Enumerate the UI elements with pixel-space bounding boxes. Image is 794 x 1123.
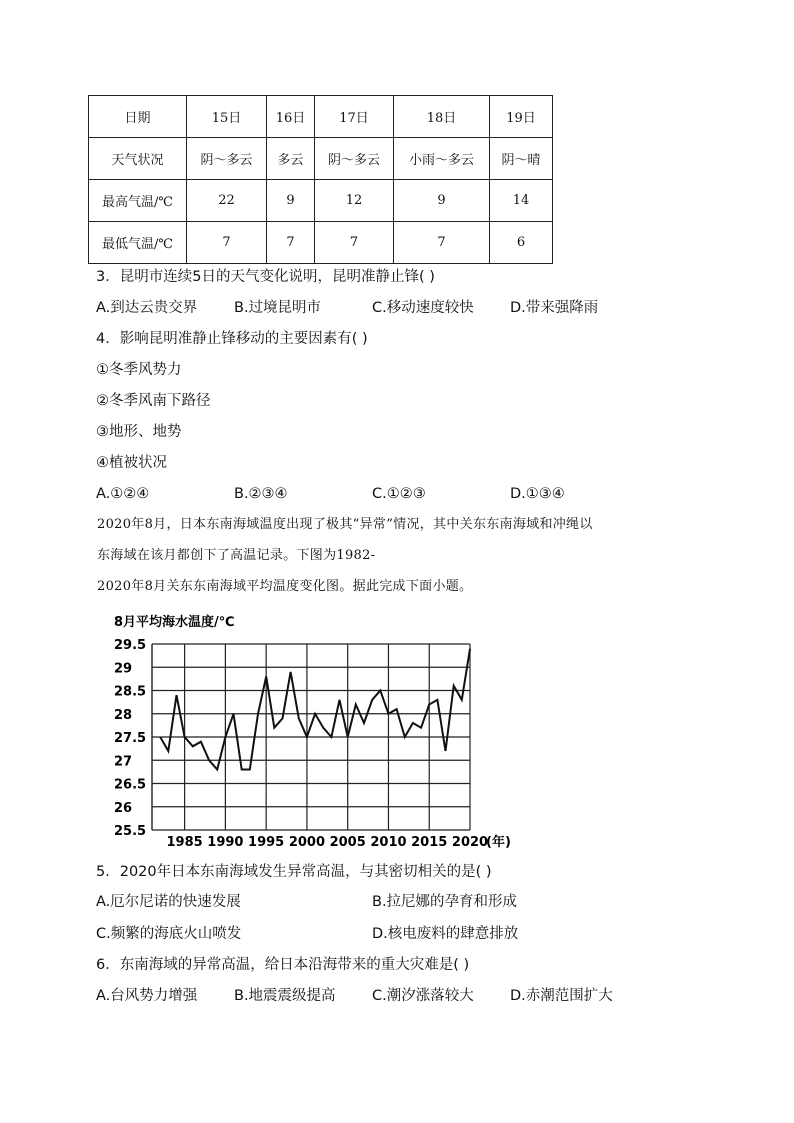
table-cell: 19日 (490, 96, 553, 138)
table-cell: 14 (490, 180, 553, 222)
x-axis-label: (年) (486, 835, 511, 850)
chart-title: 8月平均海水温度/℃ (114, 615, 235, 630)
q4-option-b[interactable]: B.②③④ (234, 486, 288, 502)
y-tick-label: 29 (114, 661, 133, 677)
q4-option-d[interactable]: D.①③④ (510, 486, 565, 502)
y-tick-label: 27 (114, 754, 133, 770)
table-row (89, 180, 553, 222)
x-tick-label: 1990 (207, 835, 244, 850)
x-tick-label: 2015 (411, 835, 448, 850)
table-cell: 7 (267, 222, 315, 264)
weather-table (88, 95, 553, 264)
q5-option-c[interactable]: C.频繁的海底火山喷发 (96, 926, 242, 942)
q6-option-b[interactable]: B.地震震级提高 (234, 988, 336, 1004)
passage-line-1: 2020年8月，日本东南海域温度出现了极其“异常”情况，其中关东东南海域和冲绳以 (97, 517, 593, 532)
table-cell: 日期 (89, 96, 187, 138)
q4-option-c[interactable]: C.①②③ (372, 486, 426, 502)
question-3-stem: 3．昆明市连续5日的天气变化说明，昆明准静止锋( ) (96, 269, 435, 285)
table-cell: 22 (187, 180, 267, 222)
q3-option-d[interactable]: D.带来强降雨 (510, 300, 599, 316)
table-cell: 天气状况 (89, 138, 187, 180)
table-cell: 9 (394, 180, 490, 222)
q4-item-2: ②冬季风南下路径 (96, 393, 211, 409)
table-header-row (89, 96, 553, 138)
q4-item-3: ③地形、地势 (96, 424, 182, 440)
x-tick-label: 1995 (248, 835, 285, 850)
q4-item-1: ①冬季风势力 (96, 362, 182, 378)
question-6-stem: 6．东南海域的异常高温，给日本沿海带来的重大灾难是( ) (96, 957, 470, 973)
y-tick-label: 26.5 (114, 777, 147, 793)
table-cell: 7 (187, 222, 267, 264)
q3-option-a[interactable]: A.到达云贵交界 (96, 300, 198, 316)
question-4-stem: 4．影响昆明准静止锋移动的主要因素有( ) (96, 331, 368, 347)
x-tick-label: 2010 (370, 835, 407, 850)
table-cell: 18日 (394, 96, 490, 138)
table-cell: 阴～晴 (490, 138, 553, 180)
y-tick-label: 28.5 (114, 684, 147, 700)
q4-option-a[interactable]: A.①②④ (96, 486, 150, 502)
q6-option-a[interactable]: A.台风势力增强 (96, 988, 198, 1004)
table-cell: 16日 (267, 96, 315, 138)
y-tick-label: 25.5 (114, 824, 147, 839)
x-tick-label: 2005 (329, 835, 366, 850)
y-axis-ticks (114, 638, 146, 839)
q6-option-d[interactable]: D.赤潮范围扩大 (510, 988, 613, 1004)
x-tick-label: 2020 (451, 835, 489, 850)
table-cell: 最高气温/℃ (89, 180, 187, 222)
y-tick-label: 27.5 (114, 731, 147, 746)
y-tick-label: 28 (114, 707, 133, 723)
table-cell: 阴～多云 (187, 138, 267, 180)
sea-temperature-chart (108, 608, 538, 850)
chart-grid (152, 644, 470, 830)
q6-option-c[interactable]: C.潮汐涨落较大 (372, 988, 474, 1004)
y-tick-label: 26 (114, 800, 133, 816)
x-axis-ticks (167, 835, 489, 850)
table-cell: 9 (267, 180, 315, 222)
question-5-stem: 5．2020年日本东南海域发生异常高温，与其密切相关的是( ) (96, 864, 492, 880)
q4-item-4: ④植被状况 (96, 455, 167, 471)
table-cell: 小雨～多云 (394, 138, 490, 180)
table-cell: 6 (490, 222, 553, 264)
table-cell: 7 (315, 222, 394, 264)
table-cell: 多云 (267, 138, 315, 180)
q5-option-d[interactable]: D.核电废料的肆意排放 (372, 926, 519, 942)
passage-line-2: 东海域在该月都创下了高温记录。下图为1982- (97, 548, 376, 563)
q5-option-a[interactable]: A.厄尔尼诺的快速发展 (96, 894, 241, 910)
x-tick-label: 1985 (166, 835, 203, 850)
table-row (89, 222, 553, 264)
table-cell: 17日 (315, 96, 394, 138)
table-cell: 最低气温/℃ (89, 222, 187, 264)
y-tick-label: 29.5 (114, 638, 147, 653)
table-cell: 阴～多云 (315, 138, 394, 180)
table-row (89, 138, 553, 180)
passage-line-3: 2020年8月关东东南海域平均温度变化图。据此完成下面小题。 (97, 579, 473, 594)
x-tick-label: 2000 (288, 835, 326, 850)
table-cell: 7 (394, 222, 490, 264)
table-cell: 15日 (187, 96, 267, 138)
q3-option-c[interactable]: C.移动速度较快 (372, 300, 474, 316)
q5-option-b[interactable]: B.拉尼娜的孕育和形成 (372, 894, 518, 910)
table-cell: 12 (315, 180, 394, 222)
q3-option-b[interactable]: B.过境昆明市 (234, 300, 322, 316)
